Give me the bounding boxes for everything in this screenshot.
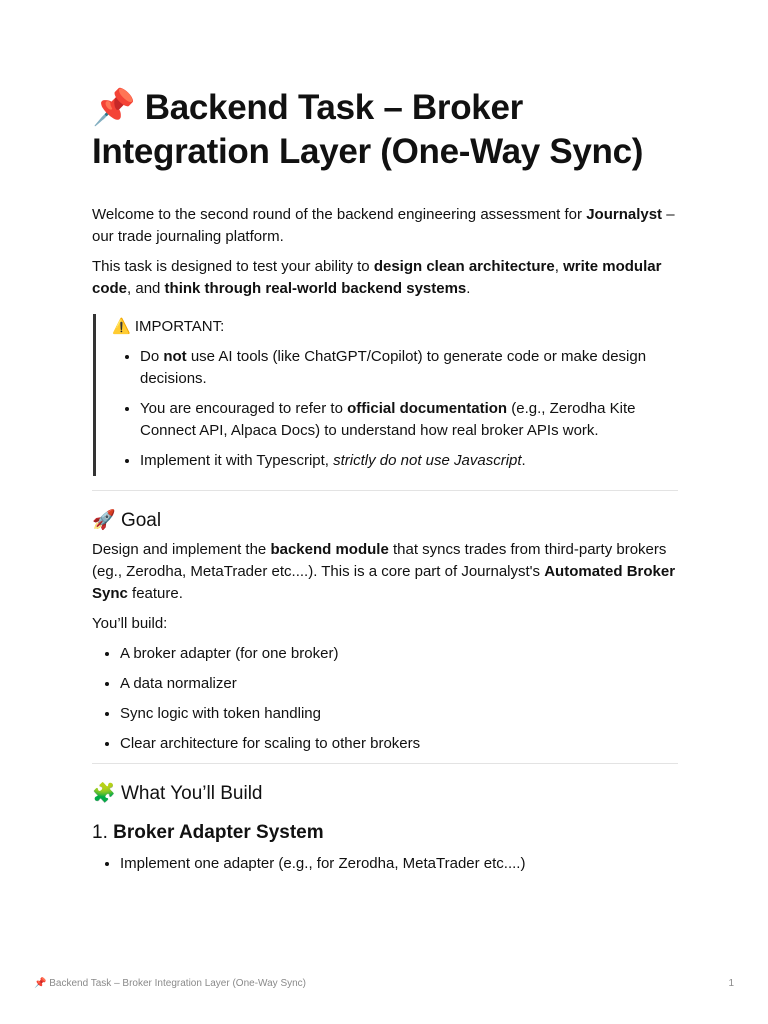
puzzle-piece-icon: 🧩 (92, 782, 116, 804)
list-item: • Clear architecture for scaling to other brokers (120, 733, 678, 755)
callout-label: IMPORTANT: (134, 318, 225, 335)
section-number: 1. (92, 822, 114, 843)
list-text: Do (140, 348, 164, 365)
goal-text: that syncs trades from third-party brokers (eg., Zerodha, MetaTrader etc....). This is a core part of Journalyst's (92, 541, 667, 580)
footer-title: 📌 Backend Task – Broker Integration Layer (One-Way Sync) (34, 978, 307, 989)
list-text: Implement it with Typescript, (140, 452, 334, 469)
goal-text: feature. (127, 585, 183, 602)
list-item (140, 450, 678, 472)
page-number: 1 (728, 978, 734, 989)
list-text: use AI tools (like ChatGPT/Copilot) to generate code or make design decisions. (140, 348, 647, 387)
list-item: • A data normalizer (120, 673, 678, 695)
goal-text: Design and implement the (92, 541, 271, 558)
intro-paragraph-1 (92, 204, 678, 248)
section-title: Broker Adapter System (113, 822, 324, 843)
divider (92, 490, 678, 491)
list-text: . (521, 452, 526, 469)
list-italic: strictly do not use Javascript (333, 452, 522, 469)
goal-bold: Automated Broker Sync (92, 563, 676, 602)
list-item (140, 346, 678, 390)
intro-bold-journalyst: Journalyst (586, 206, 663, 223)
list-bold: not (163, 348, 187, 365)
list-text: You are encouraged to refer to (140, 400, 348, 417)
intro-bold: write modular code (92, 258, 662, 297)
important-list (112, 346, 678, 472)
build-list (92, 643, 678, 755)
important-callout (93, 314, 678, 476)
list-text: (e.g., Zerodha Kite Connect API, Alpaca Docs) to understand how real broker APIs work. (140, 400, 636, 439)
build-intro: You’ll build: (92, 615, 168, 632)
divider (92, 763, 678, 764)
what-build-heading (92, 780, 678, 807)
intro-text: This task is designed to test your ability to (92, 258, 374, 275)
pushpin-icon: 📌 (92, 88, 136, 128)
list-item: • Sync logic with token handling (120, 703, 678, 725)
intro-text: , and (127, 280, 165, 297)
intro-bold: design clean architecture (373, 258, 555, 275)
list-item (140, 398, 678, 442)
list-item: • Implement one adapter (e.g., for Zerodha, MetaTrader etc....) (120, 853, 678, 875)
intro-paragraph-2 (92, 256, 678, 300)
intro-bold: think through real-world backend systems (164, 280, 467, 297)
goal-bold: backend module (270, 541, 389, 558)
document-body (92, 86, 678, 875)
page-title (92, 86, 678, 174)
what-build-heading-text: What You’ll Build (120, 783, 263, 804)
intro-text: Welcome to the second round of the backend engineering assessment for (92, 206, 587, 223)
goal-paragraph (92, 539, 678, 605)
list-bold: official documentation (347, 400, 508, 417)
list-item: • A broker adapter (for one broker) (120, 643, 678, 665)
callout-title (112, 315, 678, 338)
goal-heading (92, 507, 678, 534)
intro-text: . (466, 280, 471, 297)
warning-icon: ⚠️ (112, 317, 131, 335)
intro-text: – our trade journaling platform. (92, 206, 675, 245)
page-title-text: Backend Task – Broker Integration Layer (One-Way Sync) (92, 88, 644, 171)
intro-text: , (554, 258, 564, 275)
goal-heading-text: Goal (120, 510, 162, 531)
page-footer (34, 976, 734, 992)
section-heading-broker-adapter (92, 819, 678, 847)
adapter-list (92, 853, 678, 875)
rocket-icon: 🚀 (92, 509, 116, 531)
